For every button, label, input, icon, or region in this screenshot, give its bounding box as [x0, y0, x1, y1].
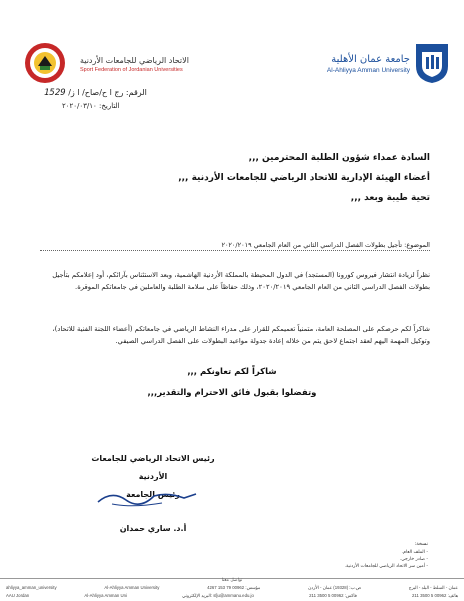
cc-item: - صادر خارجي. [399, 557, 428, 562]
regards-line: وتفضلوا بقبول فائق الاحترام والتقدير,,, [147, 388, 317, 398]
federation-name-ar: الاتحاد الرياضي للجامعات الأردنية [80, 56, 189, 65]
university-name [280, 54, 410, 74]
cc-item: - الملف العام. [401, 550, 428, 555]
cc-title: نسخة: [414, 541, 428, 547]
footer-twitter[interactable]: AAU Jordan [6, 593, 30, 598]
footer-email[interactable]: البريد الإلكتروني: sfju@ammanu.edu.jo [182, 593, 254, 598]
greeting-line: تحية طيبة وبعد ,,, [350, 193, 430, 203]
subject-line: الموضوع: تأجيل بطولات الفصل الدراسي الثاني من العام الجامعي ٢٠٢٠/٢٠١٩ [40, 241, 430, 251]
footer-instagram[interactable]: ahliyya_amman_university [6, 585, 57, 590]
reference-label: الرقم: رج ا ح/صاح/ ا ز/ [68, 88, 147, 97]
university-name-en: Al-Ahliyya Amman University [326, 67, 410, 74]
reference-number [44, 88, 147, 98]
cc-list [345, 541, 428, 570]
paragraph-1: نظراً لزيادة انتشار فيروس كورونا (المستجد) في الدول المحيطة بالمملكة الأردنية الهاشمية، وبعد الاستئناس بآرائكم، أود إعلامكم بتأجيل بطولات الفصل الدراسي الثاني من العام الجامعي ٢٠٢٠/٢٠١٩، وذلك حفاظاً على سلامة الطلبة والعاملين في جامعاتكم الموقرة. [52, 271, 430, 291]
footer-mobile: مؤسس: 00962 79 153 4267 [207, 585, 261, 590]
federation-name-en: Sport Federation of Jordanian Universities [80, 67, 183, 73]
federation-logo-icon [24, 42, 66, 84]
footer [0, 578, 464, 601]
footer-title: تواصل معنا [221, 578, 243, 583]
addressee-block [34, 148, 430, 208]
federation-name [80, 56, 240, 73]
signatory-name: أ.د. ساري حمدان [119, 524, 187, 533]
footer-phone: هاتف: 00962 5 3500 211 [412, 593, 458, 598]
addressee-line-1: السادة عمداء شؤون الطلبة المحترمين ,,, [248, 153, 430, 163]
footer-row-2 [6, 593, 458, 599]
reference-value: 1529 [44, 88, 66, 98]
footer-row-1 [6, 585, 458, 591]
thanks-line: شاكراً لكم تعاونكم ,,, [187, 367, 277, 377]
letterhead [0, 0, 464, 80]
paragraph-2: شاكراً لكم حرصكم على المصلحة العامة، متمنياً تعميمكم للقرار على مدراء النشاط الرياضي في جامعاتكم (أعضاء اللجنة الفنية للاتحاد)، وتوكيل المهمة اليهم لعقد اجتماع لاحق يتم من خلاله إعادة جدولة مواعيد البطولات على الفصل الدراسي الصيفي. [52, 325, 430, 345]
footer-fax: فاكس: 00962 5 3500 211 [309, 593, 357, 598]
footer-pobox: ص.ب: (19328) عمان - الأردن [307, 585, 361, 590]
footer-youtube[interactable]: Al-Ahliyya Amman Uni [84, 593, 127, 598]
footer-facebook[interactable]: Al-Ahliyya Amman University [104, 585, 160, 590]
university-logo-icon [414, 40, 450, 84]
addressee-line-2: أعضاء الهيئة الإدارية للاتحاد الرياضي للجامعات الأردنية ,,, [178, 173, 430, 183]
letter-date: التاريخ: ٢٠٢٠/٠٣/١٠ [62, 102, 120, 110]
cc-item: - أمين سر الاتحاد الرياضي للجامعات الأردنية. [344, 564, 428, 569]
signatory-title-1: رئيس الاتحاد الرياضي للجامعات الأردنية [91, 454, 215, 481]
university-name-ar: جامعة عمان الأهلية [331, 54, 410, 65]
footer-address: عمان - السلط - البلد - البرج [408, 585, 458, 590]
signatory-title-2: رئيس الجامعة [126, 490, 180, 499]
handwritten-signature-icon [92, 486, 202, 510]
